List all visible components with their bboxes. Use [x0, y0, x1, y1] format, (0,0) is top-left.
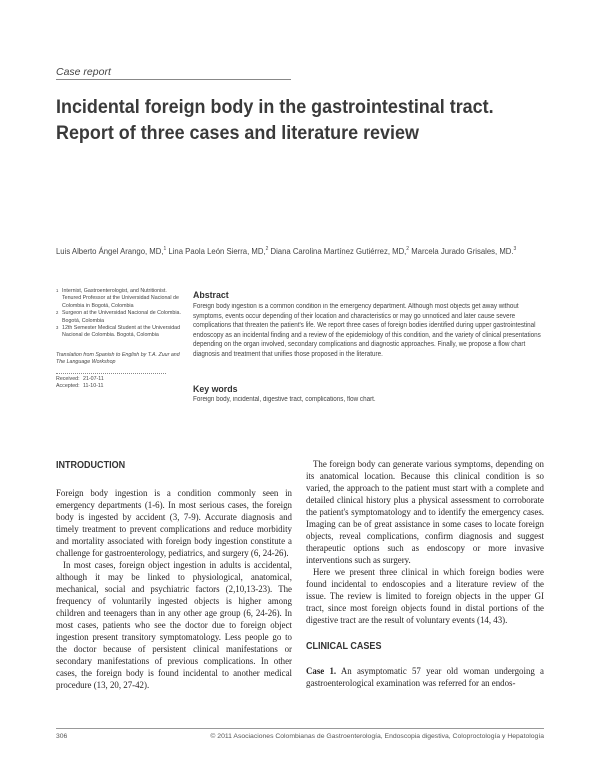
section-label: Case report — [56, 66, 111, 78]
affiliation-text: Internist, Gastroenterologist, and Nutritionist. Tenured Professor at the Universidad Nacional de Colombia in Bogotá, Colombia — [62, 288, 179, 309]
article-dates — [56, 376, 181, 391]
affiliation-number: 3 — [56, 325, 59, 331]
introduction-body — [56, 487, 292, 691]
accepted-label: Accepted: — [56, 383, 80, 390]
keywords-heading: Key words — [193, 384, 238, 394]
right-paragraph-2: Here we present three clinical in which foreign bodies were found incidental to endoscopies and a literature review of the issue. The review is limited to foreign objects in the upper GI tract, since most foreign objects found in distal portions of the digestive tract are the result of voluntary events (14, 43). — [306, 567, 544, 625]
author-list — [56, 246, 560, 256]
received-date — [56, 376, 181, 383]
author-name: Marcela Jurado Grisales, MD. — [411, 246, 514, 256]
translation-note: Translation from Spanish to English by T.A. Zuur and The Language Workshop — [56, 352, 180, 366]
accepted-value: 11-10-11 — [83, 383, 104, 390]
copyright-notice: © 2011 Asociaciones Colombianas de Gastroenterología, Endoscopia digestiva, Coloproctología y Hepatología — [210, 733, 544, 740]
article-title — [56, 94, 516, 146]
received-label: Received: — [56, 376, 80, 382]
received-value: 21-07-11 — [83, 376, 104, 382]
right-paragraph-1: The foreign body can generate various symptoms, depending on its anatomical location. Because this clinical condition is so varied, the approach to the patient must start with a complete and detailed clinical history plus a physical assessment to corroborate the patient's symptomatology and to identify the emergency cases. Imaging can be of great assistance in some cases to locate foreign objects, reveal complications, confirm diagnosis and suggest therapeutic options such as endoscopy or more invasive interventions such as surgery. — [306, 459, 544, 565]
affiliation-item — [56, 288, 181, 310]
affiliation-number: 2 — [56, 310, 59, 316]
author-name: Luis Alberto Ángel Arango, MD, — [56, 246, 164, 256]
author-affiliation-mark: 3 — [513, 246, 517, 253]
author-name: Lina Paola León Sierra, MD, — [168, 246, 266, 256]
introduction-heading: INTRODUCTION — [56, 460, 126, 471]
affiliation-item — [56, 325, 181, 340]
author-affiliation-mark: 2 — [265, 246, 269, 253]
footer-rule — [56, 728, 544, 729]
section-rule — [56, 79, 291, 80]
intro-paragraph-1: Foreign body ingestion is a condition commonly seen in emergency departments (1-6). In most serious cases, the foreign body is ingested by accident (3, 7-9). Accurate diagnosis and timely treatment to prevent complications and reduce morbidity and mortality associated with foreign body ingestion constitute a challenge for gastroenterology, pediatrics, and surgery (6, 24-26). — [56, 488, 292, 558]
right-column-body — [306, 458, 544, 689]
affiliation-number: 1 — [56, 288, 59, 293]
page-number: 306 — [56, 733, 68, 740]
title-line-1: Incidental foreign body in the gastrointestinal tract. — [56, 96, 494, 118]
keywords-text: Foreign body, incidental, digestive tract, complications, flow chart. — [193, 396, 376, 403]
title-line-2: Report of three cases and literature review — [56, 122, 419, 144]
author-affiliation-mark: 1 — [163, 246, 167, 253]
dates-divider — [56, 373, 166, 374]
author-affiliation-mark: 2 — [406, 246, 410, 253]
affiliation-text: 12th Semester Medical Student at the Universidad Nacional de Colombia. Bogotá, Colombia — [62, 325, 181, 339]
case-1-label: Case 1. — [306, 666, 337, 676]
affiliations — [56, 288, 181, 340]
abstract-heading: Abstract — [193, 290, 229, 300]
clinical-cases-heading: CLINICAL CASES — [306, 641, 382, 652]
case-1-paragraph — [306, 665, 544, 689]
affiliation-text: Surgeon at the Universidad Nacional de Colombia. Bogotá, Colombia — [62, 310, 181, 324]
affiliation-item — [56, 310, 181, 325]
accepted-date — [56, 383, 181, 390]
intro-paragraph-2: In most cases, foreign object ingestion in adults is accidental, although it may be linked to physiological, anatomical, mechanical, social and psychiatric factors (2,10,13-23). The frequency of voluntarily ingested objects is higher among children and teenagers than in any other age group (6, 24-26). In most cases, patients who see the doctor due to foreign object ingestion present transitory symptomatology. Less people go to the doctor because of persistent clinical manifestations or secondary manifestations of previous complications. In other cases, the foreign body is found incidental to another medical procedure (13, 20, 27-42). — [56, 560, 292, 690]
abstract-text: Foreign body ingestion is a common condition in the emergency department. Although most objects get away without symptoms, events occur depending of their location and characteristics or may go unnoticed and later cause severe complications that threaten the patient's life. We report three cases of foreign bodies identified during upper gastrointestinal endoscopy as an incidental finding and a review of the epidemiology of this condition, and the variety of clinical presentations depending on the organ involved, secondary complications and diagnostic approaches. Finally, we propose a flow chart diagnosis and treatment that unifies those proposed in the literature. — [193, 303, 541, 358]
case-1-text: An asymptomatic 57 year old woman undergoing a gastroenterological examination was referred for an endos- — [306, 666, 544, 688]
author-name: Diana Carolina Martínez Gutiérrez, MD, — [270, 246, 407, 256]
